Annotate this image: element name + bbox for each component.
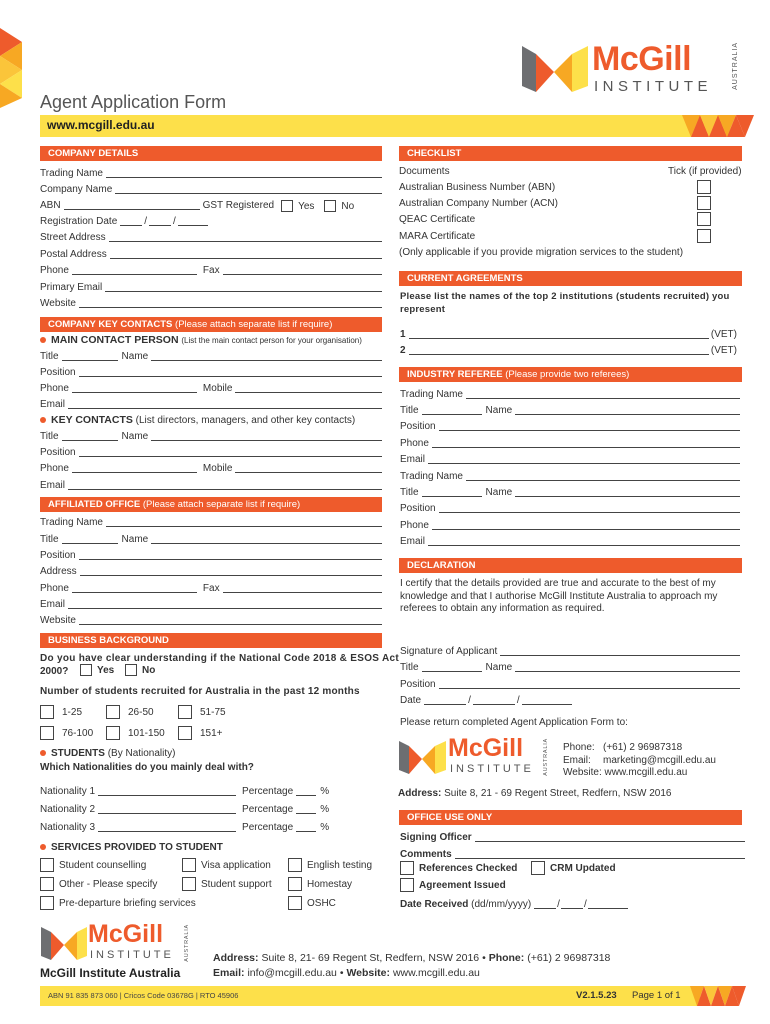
label: Date Received <box>400 899 469 910</box>
range-76-100-checkbox[interactable] <box>40 726 54 740</box>
label: Position <box>40 367 76 378</box>
percentage-2-field[interactable] <box>296 803 316 814</box>
key-contacts-label: KEY CONTACTS <box>51 414 133 426</box>
label: Mobile <box>202 383 233 394</box>
label: Email: <box>213 967 245 979</box>
decl-title-field[interactable] <box>422 661 482 672</box>
pre-departure-checkbox[interactable] <box>40 896 54 910</box>
gst-no-checkbox[interactable] <box>324 200 336 212</box>
range-option <box>40 726 93 740</box>
label: Postal Address <box>40 249 107 260</box>
agreement-issued-checkbox[interactable] <box>400 878 414 892</box>
company-name-field[interactable] <box>115 183 382 194</box>
label: Position <box>400 421 436 432</box>
label: Signing Officer <box>400 832 472 843</box>
label: Nationality 3 <box>40 822 96 833</box>
value[interactable]: marketing@mcgill.edu.au <box>603 755 716 766</box>
agreement-1-field[interactable] <box>409 328 709 339</box>
received-year-field[interactable] <box>588 898 628 909</box>
label: Yes <box>97 664 115 676</box>
postal-address-field[interactable] <box>110 248 382 259</box>
label: Other - Please specify <box>59 878 158 890</box>
key-phone-field[interactable] <box>72 462 197 473</box>
students-sub: (By Nationality) <box>107 748 176 759</box>
range-151-plus-checkbox[interactable] <box>178 726 192 740</box>
range-26-50-checkbox[interactable] <box>106 705 120 719</box>
logo-sub: INSTITUTE <box>594 78 712 95</box>
section-declaration: DECLARATION <box>399 558 742 573</box>
label: Website <box>40 615 76 626</box>
label: Website <box>40 298 76 309</box>
ref2-email-field[interactable] <box>428 535 740 546</box>
page-title: Agent Application Form <box>40 92 227 112</box>
section-checklist: CHECKLIST <box>399 146 742 161</box>
national-code-options <box>80 664 155 679</box>
label: Mobile <box>202 463 233 474</box>
ref1-trading-name-field[interactable] <box>466 388 740 399</box>
label: Title <box>400 487 419 498</box>
label: Title <box>400 662 419 673</box>
qeac-doc-label: QEAC Certificate <box>399 214 476 225</box>
label: GST Registered <box>202 200 275 211</box>
footer-logo <box>40 922 195 964</box>
documents-label: Documents <box>399 166 450 177</box>
label: Position <box>40 447 76 458</box>
ref2-phone-field[interactable] <box>432 519 740 530</box>
label: No <box>142 664 156 676</box>
reg-month-field[interactable] <box>149 215 171 226</box>
heading-sub: (Please attach separate list if require) <box>142 499 301 510</box>
reg-day-field[interactable] <box>120 215 142 226</box>
contact-address <box>398 788 672 799</box>
key-position-field[interactable] <box>79 446 382 457</box>
ref2-position-field[interactable] <box>439 502 740 513</box>
website-field[interactable] <box>79 297 382 308</box>
label: 2 <box>400 345 406 356</box>
label: Email <box>40 480 66 491</box>
contact-logo <box>398 736 556 778</box>
students-heading <box>40 748 176 759</box>
footer-address-line <box>213 952 610 964</box>
range-option <box>106 705 154 719</box>
label: Phone <box>40 583 69 594</box>
key-contacts-heading <box>40 414 355 426</box>
ref1-phone-field[interactable] <box>432 437 740 448</box>
label: Trading Name <box>400 389 463 400</box>
nationality-3-field[interactable] <box>98 821 236 832</box>
section-key-contacts <box>40 317 382 332</box>
main-contact-heading <box>40 334 362 346</box>
label: % <box>320 786 330 797</box>
ref1-email-field[interactable] <box>428 453 740 464</box>
label: Trading Name <box>40 168 103 179</box>
footer-website-link[interactable]: www.mcgill.edu.au <box>392 967 480 979</box>
bullet-icon <box>40 844 46 850</box>
ref2-title-field[interactable] <box>422 486 482 497</box>
main-contact-label: MAIN CONTACT PERSON <box>51 334 179 346</box>
mara-doc-label: MARA Certificate <box>399 231 476 242</box>
fax-field[interactable] <box>223 264 382 275</box>
comments-field[interactable] <box>455 848 745 859</box>
main-contact-sub: (List the main contact person for your organisation) <box>181 336 362 345</box>
label: Student support <box>201 878 272 890</box>
signature-field[interactable] <box>500 645 740 656</box>
value: Suite 8, 21- 69 Regent St, Redfern, NSW 2016 <box>261 952 480 964</box>
label: Trading Name <box>400 471 463 482</box>
label: Position <box>400 503 436 514</box>
contact-phone <box>563 742 682 753</box>
label: OSHC <box>307 897 336 909</box>
header-logo <box>520 40 750 98</box>
label: Phone <box>40 383 69 394</box>
label: Email <box>400 454 426 465</box>
heading: INDUSTRY REFEREE <box>407 369 503 380</box>
percentage-3-field[interactable] <box>296 821 316 832</box>
key-title-field[interactable] <box>62 430 118 441</box>
label: Date <box>400 695 422 706</box>
students-label: STUDENTS <box>51 748 105 759</box>
visa-application-checkbox[interactable] <box>182 858 196 872</box>
heading: COMPANY KEY CONTACTS <box>48 319 173 330</box>
label: Pre-departure briefing services <box>59 897 196 909</box>
decl-day-field[interactable] <box>424 694 466 705</box>
agreements-prompt: Please list the names of the top 2 institutions (students recruited) you represent <box>400 291 730 315</box>
main-name-field[interactable] <box>151 350 382 361</box>
decl-year-field[interactable] <box>522 694 572 705</box>
mara-doc-checkbox[interactable] <box>697 229 711 243</box>
label: Name <box>485 487 513 498</box>
footer-company: McGill Institute Australia <box>40 966 181 980</box>
section-company-details: COMPANY DETAILS <box>40 146 382 161</box>
ref1-position-field[interactable] <box>439 420 740 431</box>
footer-decoration <box>690 986 765 1006</box>
label: (VET) <box>710 329 737 340</box>
footer-abn: ABN 91 835 873 060 | Cricos Code 03678G | RTO 45906 <box>48 991 239 1000</box>
oshc-checkbox[interactable] <box>288 896 302 910</box>
gst-yes-checkbox[interactable] <box>281 200 293 212</box>
reg-year-field[interactable] <box>178 215 208 226</box>
label: Address: <box>398 788 442 799</box>
nationality-1-field[interactable] <box>98 785 236 796</box>
label: Name <box>121 431 149 442</box>
contact-email <box>563 755 716 766</box>
abn-field[interactable] <box>64 199 200 210</box>
value: (+61) 2 96987318 <box>527 952 611 964</box>
label: Agreement Issued <box>419 879 506 891</box>
aff-name-field[interactable] <box>151 533 382 544</box>
label: Registration Date <box>40 216 118 227</box>
label: Company Name <box>40 184 113 195</box>
trading-name-field[interactable] <box>106 167 382 178</box>
aff-address-field[interactable] <box>80 565 382 576</box>
homestay-checkbox[interactable] <box>288 877 302 891</box>
logo-side: AUSTRALIA <box>543 738 549 776</box>
hint: (dd/mm/yyyy) <box>471 899 532 910</box>
value[interactable]: www.mcgill.edu.au <box>604 767 688 778</box>
aff-fax-field[interactable] <box>223 582 382 593</box>
services-label: SERVICES PROVIDED TO STUDENT <box>51 842 223 853</box>
label: Fax <box>202 265 220 276</box>
label: Email <box>40 399 66 410</box>
tick-label: Tick (if provided) <box>668 166 742 177</box>
other-service-checkbox[interactable] <box>40 877 54 891</box>
footer-page: Page 1 of 1 <box>632 990 681 1001</box>
label: 151+ <box>200 727 223 739</box>
logo-mark-icon <box>398 738 448 778</box>
label: No <box>341 200 355 212</box>
label: Visa application <box>201 859 271 871</box>
label: Email <box>400 536 426 547</box>
aff-phone-field[interactable] <box>72 582 197 593</box>
received-day-field[interactable] <box>534 898 556 909</box>
abn-doc-checkbox[interactable] <box>697 180 711 194</box>
label: Nationality 1 <box>40 786 96 797</box>
separator: • <box>339 967 344 979</box>
label: Phone: <box>488 952 525 964</box>
phone-field[interactable] <box>72 264 197 275</box>
main-phone-field[interactable] <box>72 382 197 393</box>
ref2-trading-name-field[interactable] <box>466 470 740 481</box>
section-office-use: OFFICE USE ONLY <box>399 810 742 825</box>
label: Website: <box>346 967 391 979</box>
return-note: Please return completed Agent Application Form to: <box>400 717 628 728</box>
label: 101-150 <box>128 727 165 739</box>
key-contacts-sub: (List directors, managers, and other key contacts) <box>135 415 356 426</box>
national-code-yes-checkbox[interactable] <box>80 664 92 676</box>
national-code-question-b: 2000? <box>40 666 69 677</box>
section-business-background: BUSINESS BACKGROUND <box>40 633 382 648</box>
label: Homestay <box>307 878 353 890</box>
national-code-question: Do you have clear understanding if the National Code 2018 & ESOS Act <box>40 653 399 664</box>
footer-version: V2.1.5.23 <box>576 990 617 1001</box>
logo-sub: INSTITUTE <box>450 763 534 775</box>
references-checked-checkbox[interactable] <box>400 861 414 875</box>
logo-name: McGill <box>592 40 692 78</box>
main-mobile-field[interactable] <box>235 382 382 393</box>
label: Percentage <box>242 786 294 797</box>
value: (+61) 2 96987318 <box>603 742 683 753</box>
decl-position-field[interactable] <box>439 678 740 689</box>
range-1-25-checkbox[interactable] <box>40 705 54 719</box>
label: Signature of Applicant <box>400 646 498 657</box>
received-month-field[interactable] <box>561 898 583 909</box>
heading-sub: (Please attach separate list if require) <box>175 319 333 330</box>
bullet-icon <box>40 337 46 343</box>
label: Phone: <box>563 742 595 753</box>
label: Website: <box>563 767 602 778</box>
national-code-no-checkbox[interactable] <box>125 664 137 676</box>
signing-officer-field[interactable] <box>475 831 745 842</box>
aff-trading-name-field[interactable] <box>106 516 382 527</box>
label: Trading Name <box>40 517 103 528</box>
label: Percentage <box>242 822 294 833</box>
logo-side: AUSTRALIA <box>732 42 739 90</box>
range-option <box>40 705 82 719</box>
students-recruited-question: Number of students recruited for Australia in the past 12 months <box>40 686 360 697</box>
logo-mark-icon <box>520 42 590 98</box>
date-received-label <box>400 899 534 911</box>
crm-updated-checkbox[interactable] <box>531 861 545 875</box>
aff-website-field[interactable] <box>79 614 382 625</box>
label: Phone <box>40 265 69 276</box>
label: References Checked <box>419 862 518 874</box>
label: Email: <box>563 755 591 766</box>
acn-doc-label: Australian Company Number (ACN) <box>399 198 558 209</box>
label: 1-25 <box>62 706 83 718</box>
footer-email-link[interactable]: info@mcgill.edu.au <box>247 967 337 979</box>
contact-website <box>563 767 687 778</box>
qeac-doc-checkbox[interactable] <box>697 212 711 226</box>
main-position-field[interactable] <box>79 366 382 377</box>
label: 51-75 <box>200 706 226 718</box>
logo-name: McGill <box>88 920 164 948</box>
main-email-field[interactable] <box>68 398 382 409</box>
services-heading <box>40 842 223 853</box>
key-email-field[interactable] <box>68 479 382 490</box>
label: % <box>320 804 330 815</box>
range-option <box>178 726 223 740</box>
bullet-icon <box>40 750 46 756</box>
label: Position <box>400 679 436 690</box>
acn-doc-checkbox[interactable] <box>697 196 711 210</box>
label: CRM Updated <box>550 862 616 874</box>
website-link[interactable]: www.mcgill.edu.au <box>47 118 155 132</box>
label: Phone <box>400 438 429 449</box>
declaration-text: I certify that the details provided are true and accurate to the best of my knowledge and that I authorise McGill Institute Australia to approach my referees to obtain any information as required. <box>400 578 718 614</box>
label: Name <box>121 534 149 545</box>
student-counselling-checkbox[interactable] <box>40 858 54 872</box>
primary-email-field[interactable] <box>105 281 382 292</box>
heading-sub: (Please provide two referees) <box>505 369 630 380</box>
logo-sub: INSTITUTE <box>90 949 174 961</box>
heading: AFFILIATED OFFICE <box>48 499 141 510</box>
section-affiliated-office <box>40 497 382 512</box>
label: Phone <box>40 463 69 474</box>
label: Street Address <box>40 232 106 243</box>
label: Name <box>121 351 149 362</box>
student-support-checkbox[interactable] <box>182 877 196 891</box>
english-testing-checkbox[interactable] <box>288 858 302 872</box>
logo-side: AUSTRALIA <box>184 924 190 962</box>
logo-name: McGill <box>448 734 524 762</box>
label: Student counselling <box>59 859 147 871</box>
aff-position-field[interactable] <box>79 549 382 560</box>
footer-email-line <box>213 967 480 979</box>
label: Comments <box>400 849 452 860</box>
aff-email-field[interactable] <box>68 598 382 609</box>
agreement-2-field[interactable] <box>409 344 709 355</box>
aff-title-field[interactable] <box>62 533 118 544</box>
edge-decoration <box>0 28 26 108</box>
decl-name-field[interactable] <box>515 661 740 672</box>
ref1-title-field[interactable] <box>422 404 482 415</box>
label: Title <box>40 431 59 442</box>
label: Position <box>40 550 76 561</box>
label: Fax <box>202 583 220 594</box>
label: % <box>320 822 330 833</box>
range-101-150-checkbox[interactable] <box>106 726 120 740</box>
label: 26-50 <box>128 706 154 718</box>
label: Nationality 2 <box>40 804 96 815</box>
main-title-field[interactable] <box>62 350 118 361</box>
label: Email <box>40 599 66 610</box>
label: 76-100 <box>62 727 94 739</box>
ref2-name-field[interactable] <box>515 486 740 497</box>
key-mobile-field[interactable] <box>235 462 382 473</box>
value: Suite 8, 21 - 69 Regent Street, Redfern, NSW 2016 <box>444 788 672 799</box>
label: Name <box>485 662 513 673</box>
section-current-agreements: CURRENT AGREEMENTS <box>399 271 742 286</box>
decl-month-field[interactable] <box>473 694 515 705</box>
label: English testing <box>307 859 373 871</box>
percentage-1-field[interactable] <box>296 785 316 796</box>
label: ABN <box>40 200 61 211</box>
ref1-name-field[interactable] <box>515 404 740 415</box>
range-option <box>178 705 226 719</box>
label: Title <box>40 534 59 545</box>
label: Title <box>400 405 419 416</box>
logo-mark-icon <box>40 924 88 964</box>
mara-note: (Only applicable if you provide migration services to the student) <box>399 247 684 258</box>
label: Percentage <box>242 804 294 815</box>
separator: • <box>482 952 486 964</box>
label: Primary Email <box>40 282 103 293</box>
label: 1 <box>400 329 406 340</box>
bullet-icon <box>40 417 46 423</box>
label: (VET) <box>710 345 737 356</box>
street-address-field[interactable] <box>109 231 382 242</box>
label: Address: <box>213 952 259 964</box>
label: Title <box>40 351 59 362</box>
nationality-2-field[interactable] <box>98 803 236 814</box>
label: Address <box>40 566 77 577</box>
label: Phone <box>400 520 429 531</box>
section-industry-referee <box>399 367 742 382</box>
abn-doc-label: Australian Business Number (ABN) <box>399 182 556 193</box>
label: Name <box>485 405 513 416</box>
range-option <box>106 726 165 740</box>
banner-decoration <box>672 115 762 137</box>
key-name-field[interactable] <box>151 430 382 441</box>
nationalities-question: Which Nationalities do you mainly deal with? <box>40 762 254 773</box>
range-51-75-checkbox[interactable] <box>178 705 192 719</box>
label: Yes <box>298 200 315 212</box>
